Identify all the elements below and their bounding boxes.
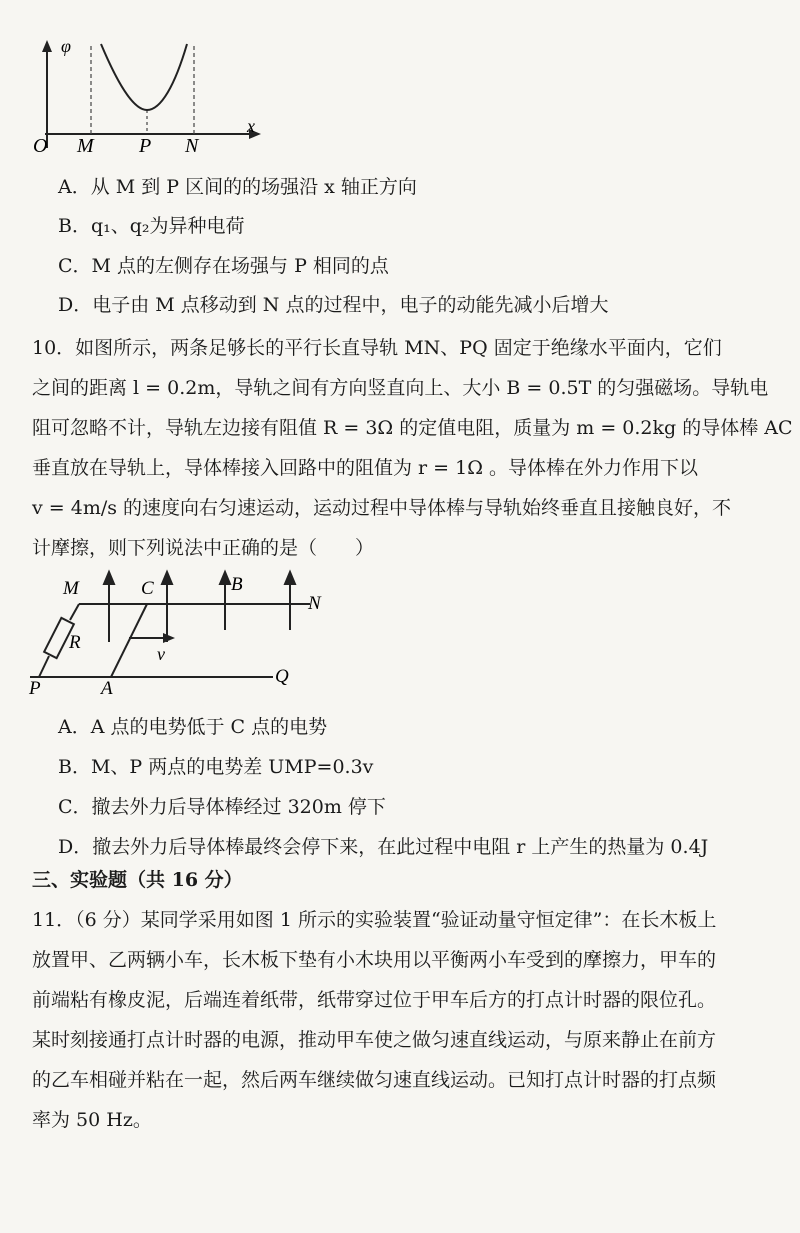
- label-v: v: [157, 644, 165, 664]
- conductor-rod-ac: [111, 604, 147, 677]
- point-label-p: P: [139, 135, 152, 157]
- q11-line-2: 放置甲、乙两辆小车，长木板下垫有小木块用以平衡两小车受到的摩擦力，甲车的: [32, 949, 717, 971]
- label-a: A: [101, 678, 113, 699]
- q9-option-d: D．电子由 M 点移动到 N 点的过程中，电子的动能先减小后增大: [58, 294, 609, 316]
- q9-option-b: B．q₁、q₂为异种电荷: [58, 215, 245, 237]
- label-p: P: [29, 678, 41, 699]
- section-3-title: 三、实验题（共 16 分）: [32, 869, 243, 891]
- q10-line-2: 之间的距离 l = 0.2m，导轨之间有方向竖直向上、大小 B = 0.5T 的匀强磁场。导轨电: [32, 377, 769, 399]
- point-label-m: M: [77, 135, 94, 157]
- q10-line-4: 垂直放在导轨上，导体棒接入回路中的阻值为 r = 1Ω 。导体棒在外力作用下以: [32, 457, 699, 479]
- y-axis-arrow: [42, 40, 52, 52]
- origin-label: O: [33, 135, 48, 157]
- label-n: N: [308, 593, 321, 614]
- q10-line-5: v = 4m/s 的速度向右匀速运动，运动过程中导体棒与导轨始终垂直且接触良好，不: [32, 497, 732, 519]
- q10-line-1: 10．如图所示，两条足够长的平行长直导轨 MN、PQ 固定于绝缘水平面内，它们: [32, 337, 722, 359]
- x-axis-label: x: [247, 116, 255, 136]
- q11-line-4: 某时刻接通打点计时器的电源，推动甲车使之做匀速直线运动，与原来静止在前方: [32, 1029, 717, 1051]
- q11-line-5: 的乙车相碰并粘在一起，然后两车继续做匀速直线运动。已知打点计时器的打点频: [32, 1069, 717, 1091]
- velocity-arrow: [129, 633, 175, 643]
- q10-line-3: 阻可忽略不计，导轨左边接有阻值 R = 3Ω 的定值电阻，质量为 m = 0.2kg 的导体棒 AC: [32, 417, 793, 439]
- q10-option-c: C．撤去外力后导体棒经过 320m 停下: [58, 796, 386, 818]
- label-c: C: [141, 578, 154, 599]
- y-axis-label: φ: [61, 36, 71, 56]
- q10-option-b: B．M、P 两点的电势差 UMP=0.3v: [58, 756, 374, 778]
- label-b: B: [231, 574, 243, 595]
- potential-curve: [101, 44, 187, 110]
- q9-option-c: C．M 点的左侧存在场强与 P 相同的点: [58, 255, 389, 277]
- q11-line-6: 率为 50 Hz。: [32, 1109, 152, 1131]
- label-r: R: [69, 632, 81, 653]
- q10-option-d: D．撤去外力后导体棒最终会停下来，在此过程中电阻 r 上产生的热量为 0.4J: [58, 836, 709, 858]
- q10-option-a: A．A 点的电势低于 C 点的电势: [58, 716, 328, 738]
- label-m: M: [63, 578, 79, 599]
- label-q: Q: [275, 666, 289, 687]
- q9-option-a: A．从 M 到 P 区间的的场强沿 x 轴正方向: [58, 176, 417, 198]
- q11-line-1: 11．（6 分）某同学采用如图 1 所示的实验装置“验证动量守恒定律”：在长木板上: [32, 909, 717, 931]
- q10-line-6: 计摩擦，则下列说法中正确的是（ ）: [32, 537, 375, 559]
- rail-circuit-diagram: [25, 568, 335, 703]
- phi-x-graph: [25, 30, 265, 160]
- q11-line-3: 前端粘有橡皮泥，后端连着纸带，纸带穿过位于甲车后方的打点计时器的限位孔。: [32, 989, 717, 1011]
- point-label-n: N: [185, 135, 199, 157]
